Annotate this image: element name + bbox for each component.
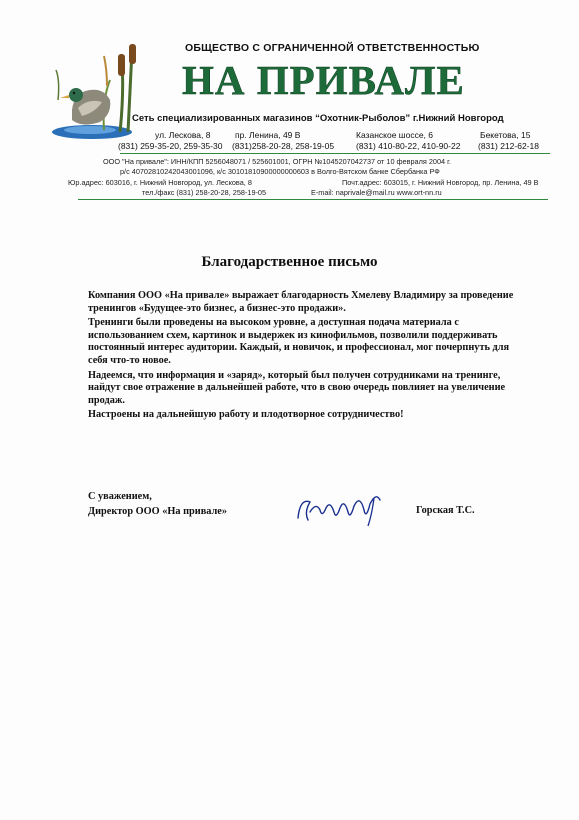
requisites-rule: [78, 199, 548, 200]
paragraph-4: Настроены на дальнейшую работу и плодотворное сотрудничество!: [88, 409, 404, 421]
brand-name: НА ПРИВАЛЕ: [182, 57, 465, 103]
address-1: ул. Лескова, 8: [155, 130, 211, 140]
requisites-line1: ООО "На привале": ИНН/КПП 5256048071 / 525601001, ОГРН №1045207042737 от 10 февраля 2004 г.: [103, 157, 451, 166]
paragraph-3: Надеемся, что информация и «заряд», который был получен сотрудниками на тренинге, найдут свое отражение в дальнейшей работе, что в свою очередь повлияет на увеличение продаж.: [88, 369, 506, 406]
phone-1: (831) 259-35-20, 259-35-30: [118, 141, 223, 151]
phone-2: (831)258-20-28, 258-19-05: [232, 141, 335, 151]
address-4: Бекетова, 15: [480, 130, 531, 140]
closing-greeting: С уважением,: [88, 491, 152, 502]
email-web: E-mail: naprivale@mail.ru www.ort-nn.ru: [311, 188, 442, 197]
closing-position: Директор ООО «На привале»: [88, 506, 227, 517]
requisites-line2: р/с 40702810242043001096, к/с 30101810900000000603 в Волго-Вятском банке Сбербанка РФ: [120, 167, 440, 176]
address-2: пр. Ленина, 49 В: [235, 130, 301, 140]
legal-address: Юр.адрес: 603016, г. Нижний Новгород, ул. Лескова, 8: [68, 178, 252, 187]
telfax: тел./факс (831) 258-20-28, 258-19-05: [142, 188, 267, 197]
letter-body: [88, 290, 518, 424]
duck-reeds-logo: [52, 40, 144, 140]
phone-3: (831) 410-80-22, 410-90-22: [356, 141, 461, 151]
paragraph-1: Компания ООО «На привале» выражает благодарность Хмелеву Владимиру за проведение тренингов «Будущее-это бизнес, а бизнес-это продажи».: [88, 290, 514, 314]
paragraph-2: Тренинги были проведены на высоком уровне, а доступная подача материала с использованием схем, картинок и выдержек из кинофильмов, позволили поддерживать постоянный интерес аудитории. Каждый, и новичок, и профессионал, мог почерпнуть для себя что-то новое.: [88, 317, 510, 366]
closing-block: [88, 489, 227, 519]
signer-name: Горская Т.С.: [416, 505, 475, 516]
phone-4: (831) 212-62-18: [478, 141, 539, 151]
letter-title: Благодарственное письмо: [201, 254, 378, 270]
header-rule: [120, 153, 550, 154]
company-type: ОБЩЕСТВО С ОГРАНИЧЕННОЙ ОТВЕТСТВЕННОСТЬЮ: [185, 42, 480, 54]
tagline: Сеть специализированных магазинов “Охотник-Рыболов” г.Нижний Новгород: [132, 113, 504, 124]
address-3: Казанское шоссе, 6: [356, 130, 434, 140]
handwritten-signature: [290, 490, 390, 530]
postal-address: Почт.адрес: 603015, г. Нижний Новгород, пр. Ленина, 49 В: [342, 178, 539, 187]
